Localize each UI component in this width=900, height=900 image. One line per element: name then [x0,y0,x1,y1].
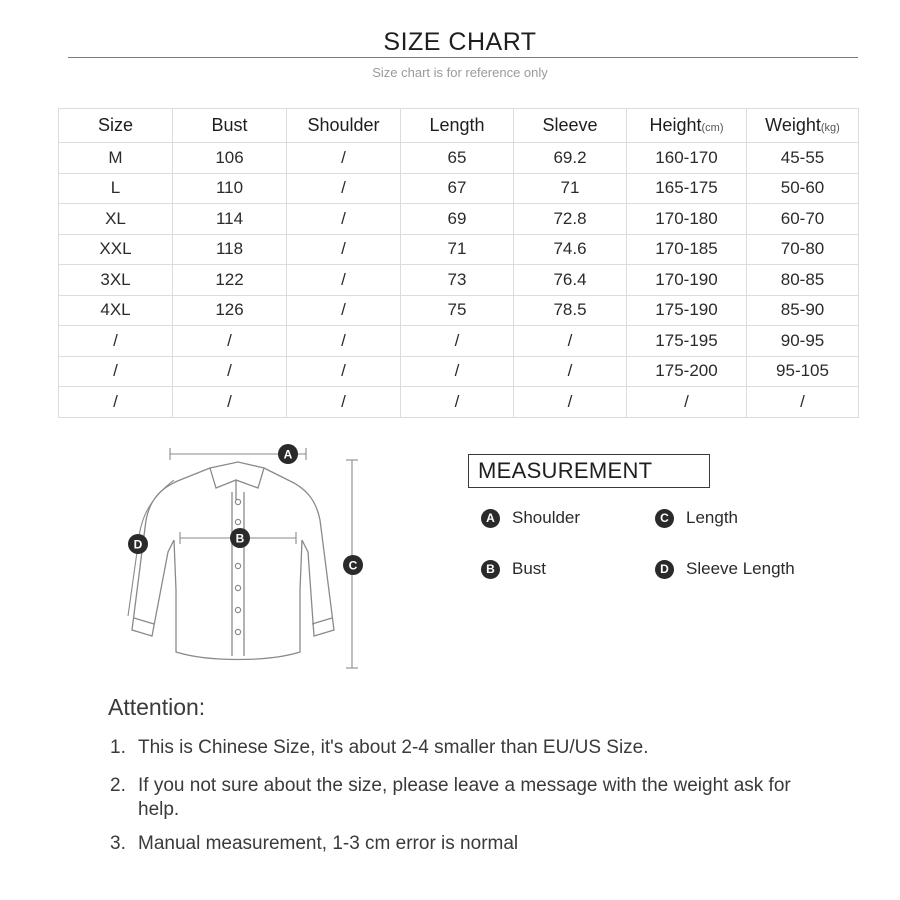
table-row [59,204,859,235]
title-divider [68,57,858,58]
table-cell: 170-180 [627,204,747,235]
table-cell: XXL [59,234,173,265]
table-cell: / [173,356,287,387]
table-cell: / [514,387,627,418]
svg-text:B: B [235,531,245,546]
table-cell: 70-80 [747,234,859,265]
table-cell: / [287,204,401,235]
table-cell: 69 [401,204,514,235]
attention-list [110,736,830,870]
measurement-title: MEASUREMENT [468,454,710,488]
size-table [58,108,859,418]
table-cell: / [401,356,514,387]
badge-d: D [655,560,674,579]
table-cell: 71 [401,234,514,265]
table-cell: / [287,326,401,357]
item-number: 3. [110,833,126,854]
table-row [59,356,859,387]
table-cell: 160-170 [627,143,747,174]
legend-label: Shoulder [512,508,581,527]
column-header: Sleeve [514,109,627,143]
badge-c: C [655,509,674,528]
shirt-illustration [118,440,378,680]
table-cell: 122 [173,265,287,296]
page-title: SIZE CHART [383,28,537,56]
table-cell: 114 [173,204,287,235]
table-cell: 73 [401,265,514,296]
table-cell: 175-195 [627,326,747,357]
table-row [59,326,859,357]
table-cell: / [287,143,401,174]
table-cell: / [287,295,401,326]
table-cell: 71 [514,173,627,204]
table-cell: / [514,326,627,357]
table-cell: / [287,265,401,296]
item-text: If you not sure about the size, please leave a message with the weight ask for help. [138,775,791,820]
table-cell: 50-60 [747,173,859,204]
marker-a-badge [278,444,298,464]
badge-b: B [481,560,500,579]
attention-title: Attention: [108,694,206,720]
item-text: This is Chinese Size, it's about 2-4 smaller than EU/US Size. [138,737,649,758]
table-cell: / [287,387,401,418]
table-cell: 95-105 [747,356,859,387]
attention-item [110,736,830,760]
column-header: Size [59,109,173,143]
table-row [59,234,859,265]
legend-label: Sleeve Length [686,559,795,578]
table-cell: 110 [173,173,287,204]
marker-c-badge [343,555,363,575]
table-cell: 75 [401,295,514,326]
table-cell: 65 [401,143,514,174]
column-header: Bust [173,109,287,143]
table-cell: / [627,387,747,418]
marker-d-badge [128,534,148,554]
table-cell: 76.4 [514,265,627,296]
table-header-row [59,109,859,143]
legend-label: Length [686,508,738,527]
table-cell: / [747,387,859,418]
column-header: Weight(kg) [747,109,859,143]
table-cell: / [173,387,287,418]
legend-bust [481,559,546,579]
table-cell: 170-190 [627,265,747,296]
table-cell: 106 [173,143,287,174]
attention-item [110,774,830,822]
table-row [59,265,859,296]
table-row [59,143,859,174]
table-cell: / [59,356,173,387]
table-row [59,387,859,418]
table-cell: 45-55 [747,143,859,174]
table-cell: 85-90 [747,295,859,326]
table-cell: / [59,387,173,418]
legend-shoulder [481,508,580,528]
badge-a: A [481,509,500,528]
legend-sleeve-length [655,559,795,579]
table-cell: / [287,173,401,204]
table-cell: / [514,356,627,387]
table-cell: XL [59,204,173,235]
table-row [59,295,859,326]
table-cell: 165-175 [627,173,747,204]
legend-label: Bust [512,559,547,578]
column-header: Height(cm) [627,109,747,143]
column-header: Shoulder [287,109,401,143]
svg-text:C: C [348,558,358,573]
table-cell: M [59,143,173,174]
table-cell: 4XL [59,295,173,326]
table-cell: L [59,173,173,204]
legend-length [655,508,738,528]
shirt-diagram [118,440,378,680]
table-cell: / [401,387,514,418]
table-cell: / [287,356,401,387]
table-cell: / [287,234,401,265]
table-cell: 126 [173,295,287,326]
table-cell: 175-190 [627,295,747,326]
table-cell: 3XL [59,265,173,296]
table-cell: 74.6 [514,234,627,265]
marker-b-badge [230,528,250,548]
table-cell: 118 [173,234,287,265]
table-cell: 78.5 [514,295,627,326]
table-cell: / [401,326,514,357]
table-cell: 67 [401,173,514,204]
table-cell: 60-70 [747,204,859,235]
page-subtitle: Size chart is for reference only [372,65,548,80]
table-body [59,143,859,418]
item-text: Manual measurement, 1-3 cm error is normal [138,833,519,854]
svg-text:D: D [133,537,143,552]
table-cell: 170-185 [627,234,747,265]
item-number: 1. [110,737,126,758]
table-cell: / [173,326,287,357]
table-cell: 72.8 [514,204,627,235]
table-cell: 80-85 [747,265,859,296]
table-cell: 175-200 [627,356,747,387]
table-cell: 90-95 [747,326,859,357]
svg-text:A: A [283,447,293,462]
item-number: 2. [110,775,126,796]
table-row [59,173,859,204]
table-cell: / [59,326,173,357]
column-header: Length [401,109,514,143]
attention-item [110,832,830,856]
table-cell: 69.2 [514,143,627,174]
